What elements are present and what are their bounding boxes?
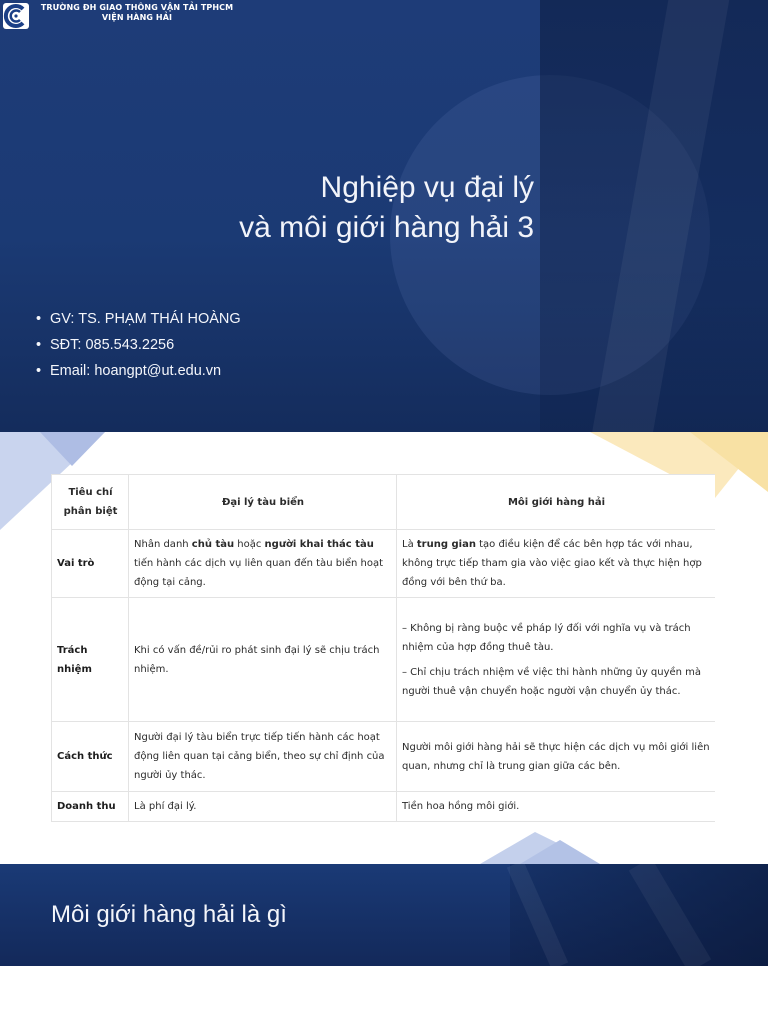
lecturer-email: • Email: hoangpt@ut.edu.vn — [36, 358, 241, 384]
text-fragment: tạo điều kiện để các bên hợp tác với nhau, không trực tiếp tham gia vào việc giao kết và thực hiện hợp đồng với bên thứ ba. — [402, 539, 702, 588]
broker-point-2: – Chỉ chịu trách nhiệm về việc thi hành những ủy quyền mà người thuê vận chuyển hoặc người vận chuyển ủy thác. — [402, 666, 702, 697]
comparison-slide — [0, 432, 768, 864]
slide-title — [150, 168, 534, 248]
text-fragment: Là — [402, 539, 417, 550]
row-agent-cell: Là phí đại lý. — [129, 792, 397, 822]
school-header — [32, 3, 242, 23]
row-criteria: Doanh thu — [52, 792, 129, 822]
row-broker-cell — [397, 530, 716, 598]
section-title: Môi giới hàng hải là gì — [51, 901, 287, 928]
broker-point-1: – Không bị ràng buộc về pháp lý đối với nghĩa vụ và trách nhiệm của hợp đồng thuê tàu. — [402, 622, 691, 653]
header-ship-agent: Đại lý tàu biển — [129, 475, 397, 530]
table-header-row — [52, 475, 716, 530]
row-agent-cell: Khi có vấn đề/rủi ro phát sinh đại lý sẽ chịu trách nhiệm. — [129, 598, 397, 722]
school-name: TRƯỜNG ĐH GIAO THÔNG VẬN TẢI TPHCM — [40, 3, 234, 12]
text-fragment: Nhân danh — [134, 539, 192, 550]
table-row — [52, 530, 716, 598]
lecturer-name: • GV: TS. PHẠM THÁI HOÀNG — [36, 306, 241, 332]
bold-fragment: người khai thác tàu — [264, 539, 374, 550]
text-fragment: tiến hành các dịch vụ liên quan đến tàu biển hoạt động tại cảng. — [134, 558, 384, 588]
row-broker-cell: Người môi giới hàng hải sẽ thực hiện các dịch vụ môi giới liên quan, nhưng chỉ là trung gian giữa các bên. — [397, 722, 716, 792]
row-criteria: Cách thức — [52, 722, 129, 792]
title-line-2: và môi giới hàng hải 3 — [239, 211, 534, 244]
header-ship-broker: Môi giới hàng hải — [397, 475, 716, 530]
row-criteria: Trách nhiệm — [52, 598, 129, 722]
text-fragment: hoặc — [234, 539, 265, 550]
row-broker-cell: Tiền hoa hồng môi giới. — [397, 792, 716, 822]
row-agent-cell — [129, 530, 397, 598]
table-row — [52, 722, 716, 792]
institute-name: VIỆN HÀNG HẢI — [101, 13, 173, 22]
bold-fragment: trung gian — [416, 539, 476, 550]
row-agent-cell: Người đại lý tàu biển trực tiếp tiến hành các hoạt động liên quan tại cảng biển, theo sự chỉ định của người ủy thác. — [129, 722, 397, 792]
university-logo-icon — [3, 3, 29, 29]
title-slide — [0, 0, 768, 432]
row-broker-cell — [397, 598, 716, 722]
row-criteria: Vai trò — [52, 530, 129, 598]
table-row — [52, 598, 716, 722]
table-row — [52, 792, 716, 822]
section-slide — [0, 864, 768, 966]
lecturer-phone: • SĐT: 085.543.2256 — [36, 332, 241, 358]
header-criteria: Tiêu chí phân biệt — [52, 475, 129, 530]
title-line-1: Nghiệp vụ đại lý — [320, 171, 534, 204]
comparison-table — [51, 474, 715, 822]
bold-fragment: chủ tàu — [191, 539, 235, 550]
lecturer-info-list — [36, 306, 241, 384]
comparison-table-container — [51, 474, 715, 826]
